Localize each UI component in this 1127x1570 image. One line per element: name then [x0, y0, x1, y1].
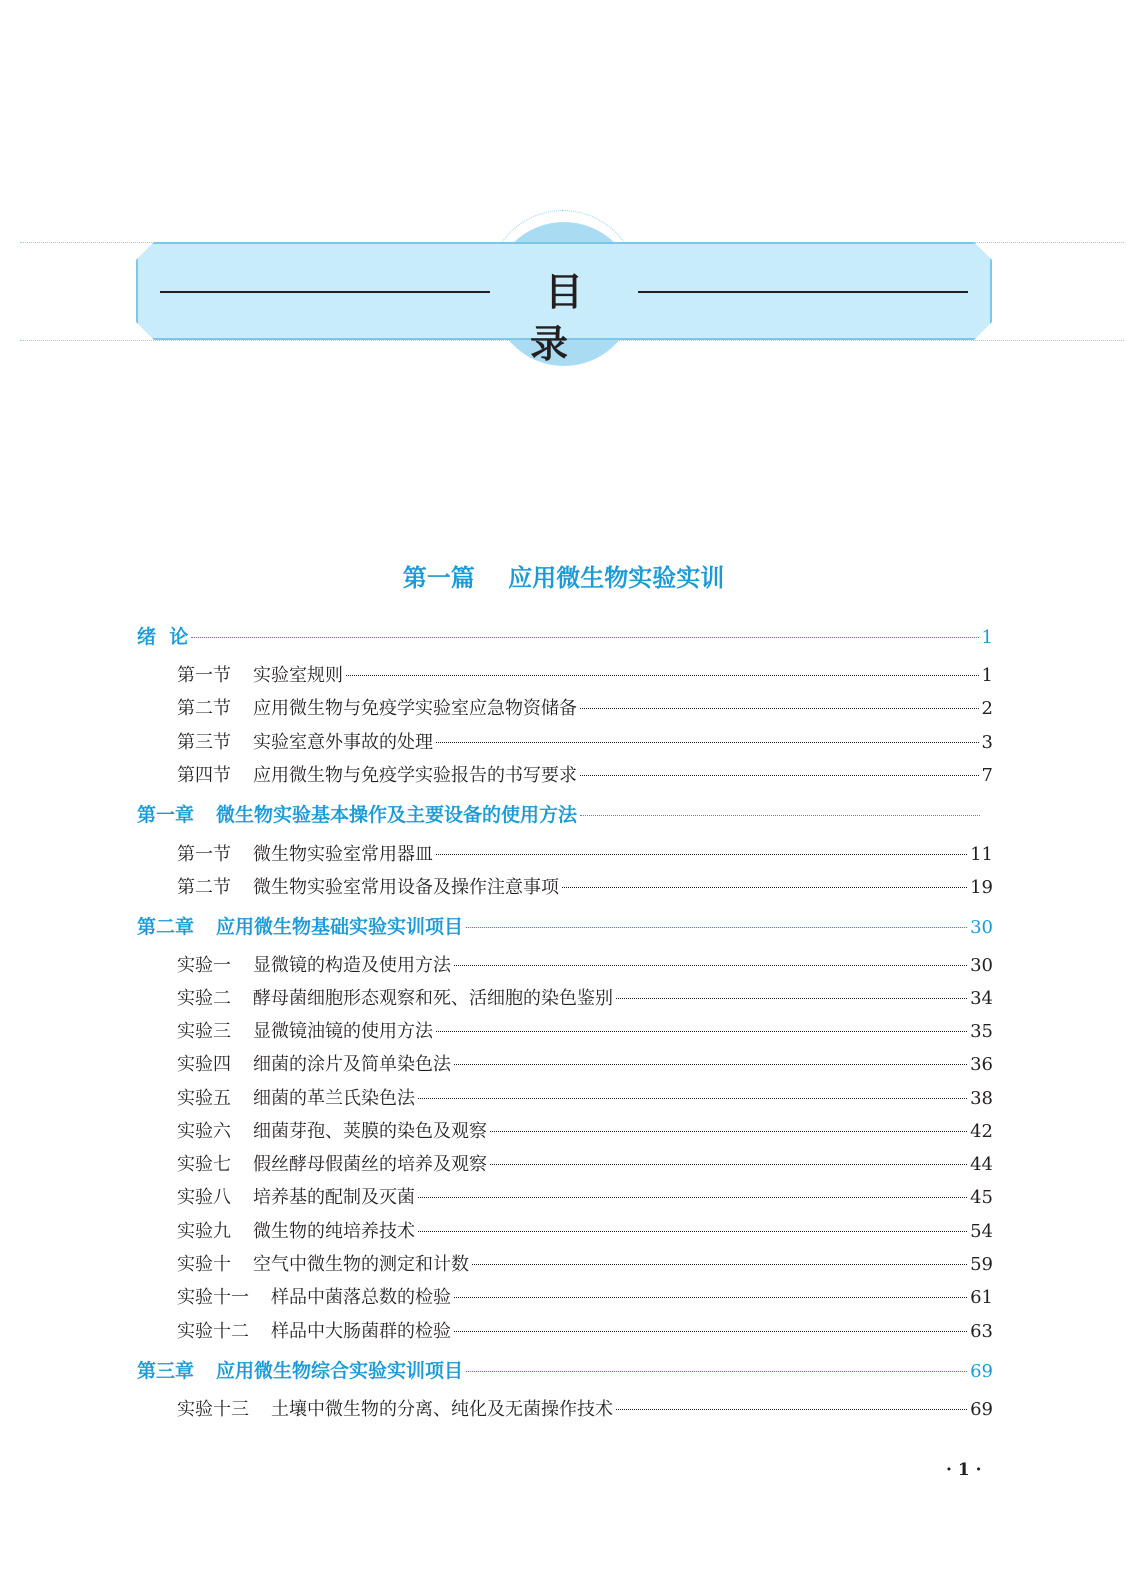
toc-section-title: 实验室规则 — [253, 665, 343, 686]
toc-chapter-label: 第二章 — [137, 916, 195, 938]
toc-section-title: 显微镜油镜的使用方法 — [253, 1021, 433, 1042]
toc-section[interactable] — [177, 840, 993, 866]
toc-section-label: 实验二 — [177, 988, 231, 1009]
toc-page-number: 59 — [970, 1254, 993, 1275]
toc-leader — [466, 1371, 967, 1372]
toc-page-number: 63 — [970, 1321, 993, 1342]
toc-section-title: 显微镜的构造及使用方法 — [253, 955, 451, 976]
toc-section[interactable] — [177, 1150, 993, 1176]
toc-chapter-intro[interactable] — [137, 622, 993, 649]
toc-page-number: 34 — [970, 988, 993, 1009]
toc-page-number: 19 — [970, 877, 993, 898]
toc-section-title: 细菌的革兰氏染色法 — [253, 1088, 415, 1109]
toc-section-label: 第一节 — [177, 844, 231, 865]
toc-section-label: 第二节 — [177, 698, 231, 719]
toc-page-number: 61 — [970, 1287, 993, 1308]
toc-section-label: 实验十三 — [177, 1399, 249, 1420]
toc-chapter-title: 应用微生物基础实验实训项目 — [216, 916, 464, 938]
toc-section-title: 样品中菌落总数的检验 — [271, 1287, 451, 1308]
toc-leader — [580, 775, 979, 776]
toc-section[interactable] — [177, 661, 993, 687]
toc-section-label: 实验七 — [177, 1154, 231, 1175]
toc-chapter-label: 第三章 — [137, 1360, 195, 1382]
toc-section-label: 实验六 — [177, 1121, 231, 1142]
toc-section-label: 实验四 — [177, 1054, 231, 1075]
toc-page-number: 7 — [981, 765, 993, 786]
toc-leader — [436, 742, 979, 743]
toc-section-title: 微生物实验室常用器皿 — [253, 844, 433, 865]
toc-section-label: 第三节 — [177, 732, 231, 753]
toc-section-title: 培养基的配制及灭菌 — [253, 1187, 415, 1208]
toc-leader — [562, 887, 967, 888]
footer-page-number: · 1 · — [946, 1460, 982, 1480]
toc-leader — [616, 1409, 967, 1410]
toc-page-number: 45 — [970, 1187, 993, 1208]
toc-section[interactable] — [177, 1117, 993, 1143]
toc-section[interactable] — [177, 984, 993, 1010]
toc-chapter-1[interactable] — [137, 800, 993, 827]
toc-section-title: 实验室意外事故的处理 — [253, 732, 433, 753]
toc-section-title: 应用微生物与免疫学实验报告的书写要求 — [253, 765, 577, 786]
toc-page-number: 36 — [970, 1054, 993, 1075]
toc-section-title: 空气中微生物的测定和计数 — [253, 1254, 469, 1275]
banner-rule-right — [638, 291, 968, 293]
toc-chapter-label: 第一章 — [137, 804, 195, 826]
toc-section[interactable] — [177, 1250, 993, 1276]
banner-rule-left — [160, 291, 490, 293]
toc-section-label: 实验三 — [177, 1021, 231, 1042]
page-title: 目 录 — [529, 270, 613, 366]
toc-section-title: 微生物实验室常用设备及操作注意事项 — [253, 877, 559, 898]
toc-page-number: 2 — [981, 698, 993, 719]
toc-leader — [418, 1197, 967, 1198]
toc-page-number: 1 — [981, 627, 993, 648]
toc-section-title: 应用微生物与免疫学实验室应急物资储备 — [253, 698, 577, 719]
toc-page-number: 69 — [970, 1361, 993, 1382]
toc-page-number: 42 — [970, 1121, 993, 1142]
toc-chapter-3[interactable] — [137, 1356, 993, 1383]
toc-chapter-title: 应用微生物综合实验实训项目 — [216, 1360, 464, 1382]
toc-section[interactable] — [177, 1217, 993, 1243]
toc-page-number: 54 — [970, 1221, 993, 1242]
toc-section[interactable] — [177, 951, 993, 977]
toc-chapter-2[interactable] — [137, 912, 993, 939]
toc-page-number: 1 — [981, 665, 993, 686]
toc-section-title: 样品中大肠菌群的检验 — [271, 1321, 451, 1342]
toc-chapter-label: 绪 论 — [137, 626, 189, 648]
toc-section-title: 微生物的纯培养技术 — [253, 1221, 415, 1242]
toc-page-number: 30 — [970, 955, 993, 976]
toc-leader — [490, 1131, 967, 1132]
toc-leader — [616, 998, 967, 999]
toc-leader — [454, 1064, 967, 1065]
toc-page-number: 30 — [970, 917, 993, 938]
toc-section[interactable] — [177, 1084, 993, 1110]
toc-page-number: 38 — [970, 1088, 993, 1109]
toc-section-title: 土壤中微生物的分离、纯化及无菌操作技术 — [271, 1399, 613, 1420]
toc-section-title: 假丝酵母假菌丝的培养及观察 — [253, 1154, 487, 1175]
toc-leader — [436, 854, 967, 855]
toc-leader — [472, 1264, 967, 1265]
toc-section[interactable] — [177, 1050, 993, 1076]
toc-page-number: 3 — [981, 732, 993, 753]
toc-leader — [580, 815, 980, 816]
toc-chapter-title: 微生物实验基本操作及主要设备的使用方法 — [216, 804, 578, 826]
toc-section-title: 细菌芽孢、荚膜的染色及观察 — [253, 1121, 487, 1142]
toc-section[interactable] — [177, 1183, 993, 1209]
toc-section-label: 第二节 — [177, 877, 231, 898]
toc-section[interactable] — [177, 728, 993, 754]
toc-page-number: 69 — [970, 1399, 993, 1420]
toc-section-label: 实验五 — [177, 1088, 231, 1109]
toc-section-label: 第一节 — [177, 665, 231, 686]
toc-section[interactable] — [177, 1395, 993, 1421]
toc-leader — [346, 675, 979, 676]
toc-leader — [454, 965, 967, 966]
toc-leader — [436, 1031, 967, 1032]
toc-section[interactable] — [177, 694, 993, 720]
toc-leader — [454, 1331, 967, 1332]
toc-leader — [418, 1098, 967, 1099]
toc-section-label: 实验一 — [177, 955, 231, 976]
toc-page-number: 11 — [970, 844, 993, 865]
toc-section[interactable] — [177, 873, 993, 899]
toc-section-label: 第四节 — [177, 765, 231, 786]
toc-page-number: 35 — [970, 1021, 993, 1042]
part-title: 第一篇 应用微生物实验实训 — [402, 564, 725, 592]
toc-section[interactable] — [177, 1017, 993, 1043]
toc-leader — [466, 927, 967, 928]
toc-leader — [418, 1231, 967, 1232]
toc-section-label: 实验十二 — [177, 1321, 249, 1342]
toc-leader — [490, 1164, 967, 1165]
toc-section-title: 酵母菌细胞形态观察和死、活细胞的染色鉴别 — [253, 988, 613, 1009]
toc-section-label: 实验九 — [177, 1221, 231, 1242]
toc-leader — [454, 1297, 967, 1298]
toc-section[interactable] — [177, 761, 993, 787]
toc-section-title: 细菌的涂片及简单染色法 — [253, 1054, 451, 1075]
toc-leader — [191, 637, 978, 638]
toc-section[interactable] — [177, 1283, 993, 1309]
toc-section-label: 实验八 — [177, 1187, 231, 1208]
toc-leader — [580, 708, 979, 709]
toc-section-label: 实验十一 — [177, 1287, 249, 1308]
toc-section-label: 实验十 — [177, 1254, 231, 1275]
toc-section[interactable] — [177, 1317, 993, 1343]
toc-page-number: 44 — [970, 1154, 993, 1175]
